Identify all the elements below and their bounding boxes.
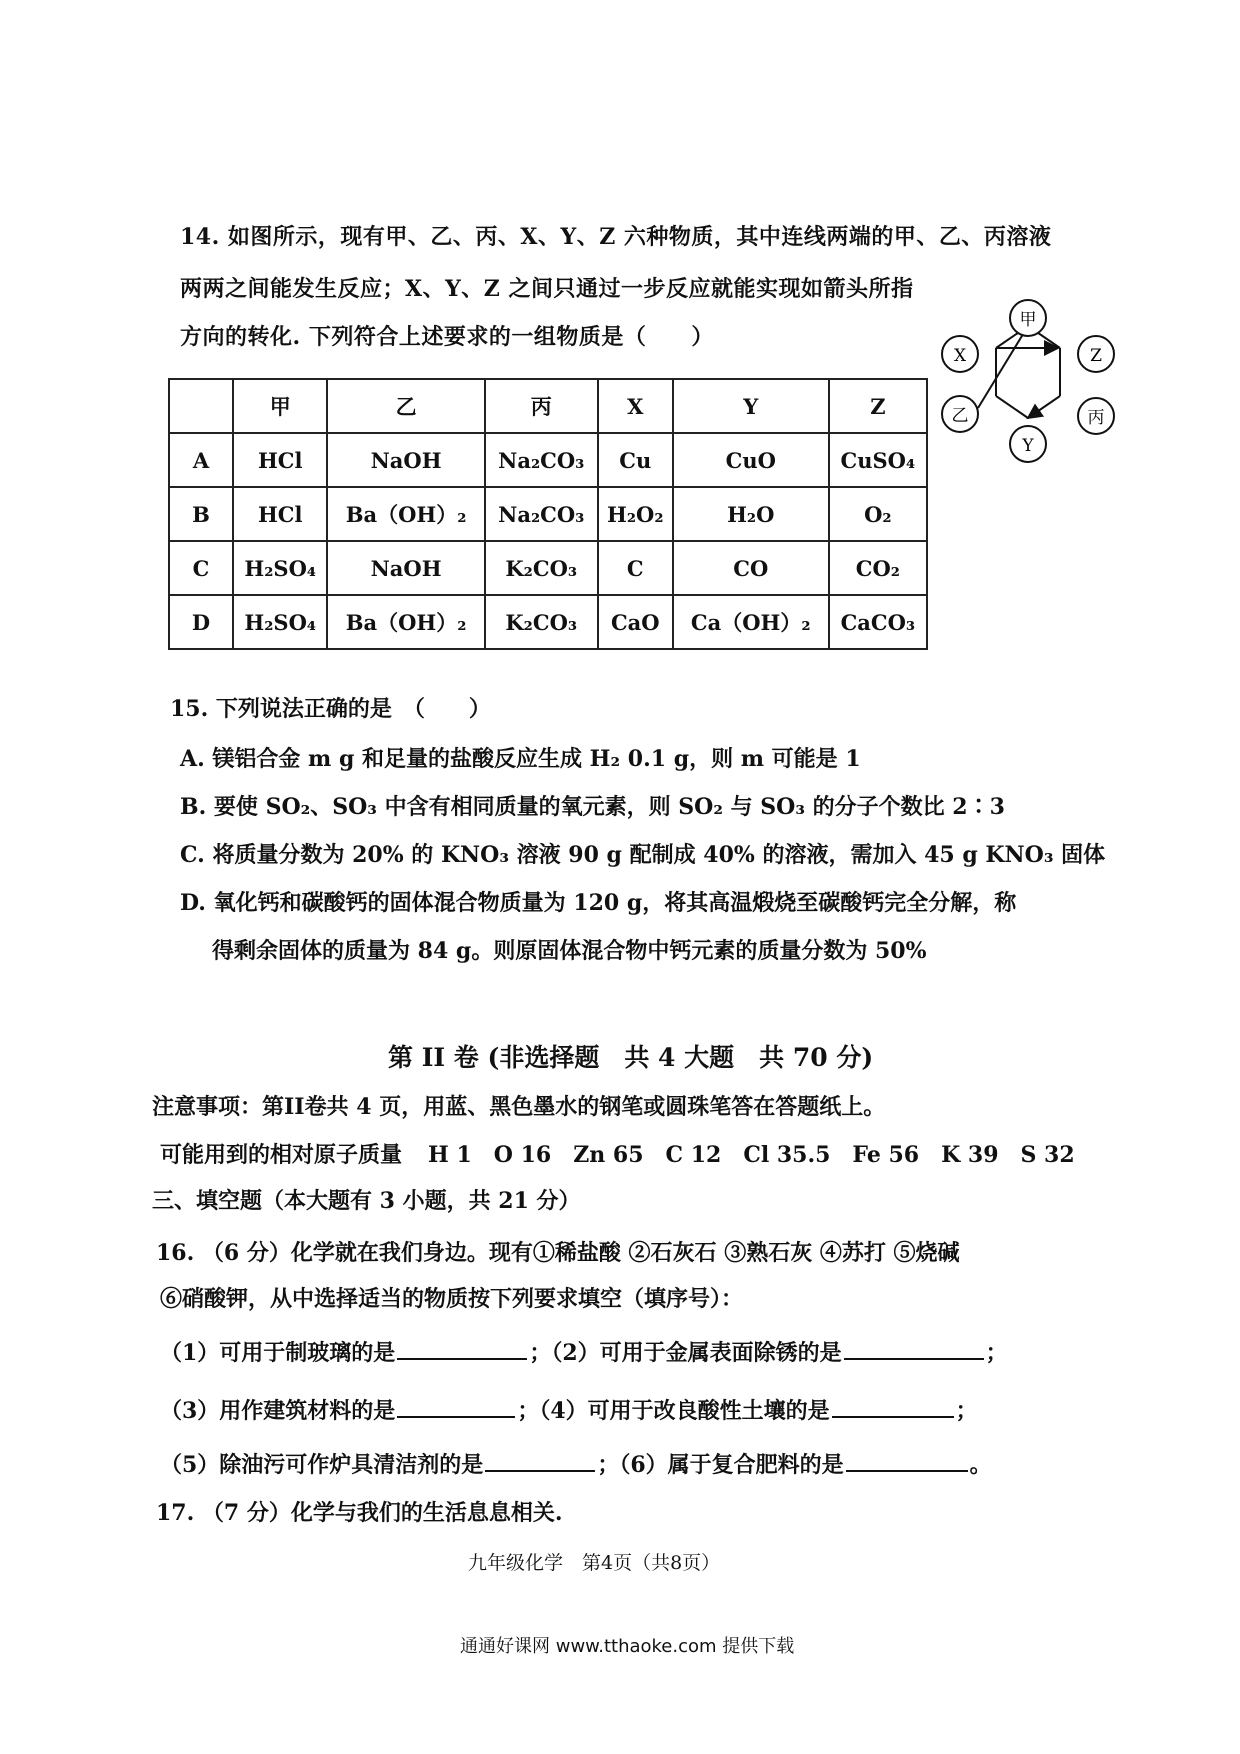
part2-title: 第 II 卷 (非选择题 共 4 大题 共 70 分) bbox=[388, 1043, 874, 1072]
q16-item1-label: （1）可用于制玻璃的是 bbox=[160, 1340, 396, 1366]
options-table bbox=[168, 378, 928, 650]
table-cell: Na₂CO₃ bbox=[485, 487, 598, 541]
atomic-mass-line bbox=[160, 1140, 1075, 1170]
node-bing bbox=[1078, 398, 1114, 434]
table-cell: Cu bbox=[598, 433, 673, 487]
answer-blank-1[interactable] bbox=[397, 1336, 527, 1360]
node-y bbox=[1010, 426, 1046, 462]
table-cell: Na₂CO₃ bbox=[485, 433, 598, 487]
reaction-diagram bbox=[938, 296, 1138, 476]
table-row bbox=[169, 595, 927, 649]
svg-text:Y: Y bbox=[1022, 436, 1034, 456]
table-cell: CO bbox=[673, 541, 829, 595]
table-cell: CuO bbox=[673, 433, 829, 487]
node-jia bbox=[1010, 300, 1046, 336]
q15-option-b: B. 要使 SO₂、SO₃ 中含有相同质量的氧元素，则 SO₂ 与 SO₃ 的分子个数比 2∶3 bbox=[180, 794, 1005, 820]
answer-blank-2[interactable] bbox=[844, 1336, 984, 1360]
table-row bbox=[169, 433, 927, 487]
q15-stem: 15. 下列说法正确的是 （ ） bbox=[170, 696, 491, 722]
q16-line2: ⑥硝酸钾，从中选择适当的物质按下列要求填空（填序号）： bbox=[160, 1286, 744, 1312]
table-cell: HCl bbox=[233, 433, 327, 487]
q16-item6-label: ；（6）属于复合肥料的是 bbox=[597, 1452, 844, 1478]
q16-item2-label: ；（2）可用于金属表面除锈的是 bbox=[529, 1340, 842, 1366]
semicolon: ； bbox=[955, 1398, 978, 1424]
period: 。 bbox=[969, 1452, 992, 1478]
table-cell: CaO bbox=[598, 595, 673, 649]
table-cell: CuSO₄ bbox=[829, 433, 927, 487]
page-footer: 九年级化学 第4页（共8页） bbox=[468, 1552, 721, 1574]
table-cell: H₂O₂ bbox=[598, 487, 673, 541]
q15-option-a: A. 镁铝合金 m g 和足量的盐酸反应生成 H₂ 0.1 g，则 m 可能是 1 bbox=[180, 746, 861, 772]
table-header-row bbox=[169, 379, 927, 433]
table-cell: B bbox=[169, 487, 233, 541]
table-header-cell: 甲 bbox=[233, 379, 327, 433]
q16-item-row1 bbox=[160, 1336, 1008, 1368]
q17-line1: 17. （7 分）化学与我们的生活息息相关. bbox=[156, 1500, 563, 1526]
q16-item-row3 bbox=[160, 1448, 992, 1480]
q16-item4-label: ；（4）可用于改良酸性土壤的是 bbox=[517, 1398, 830, 1424]
table-cell: H₂SO₄ bbox=[233, 595, 327, 649]
node-yi bbox=[942, 396, 978, 432]
table-cell: HCl bbox=[233, 487, 327, 541]
answer-blank-3[interactable] bbox=[397, 1394, 515, 1418]
table-header-cell: Y bbox=[673, 379, 829, 433]
table-cell: NaOH bbox=[327, 433, 484, 487]
table-cell: CaCO₃ bbox=[829, 595, 927, 649]
answer-blank-5[interactable] bbox=[485, 1448, 595, 1472]
q15-option-d-line1: D. 氧化钙和碳酸钙的固体混合物质量为 120 g，将其高温煅烧至碳酸钙完全分解，称 bbox=[180, 890, 1017, 916]
node-z bbox=[1078, 336, 1114, 372]
table-cell: H₂O bbox=[673, 487, 829, 541]
svg-text:乙: 乙 bbox=[951, 406, 969, 426]
svg-text:Z: Z bbox=[1090, 346, 1102, 366]
table-cell: A bbox=[169, 433, 233, 487]
node-x bbox=[942, 336, 978, 372]
table-cell: K₂CO₃ bbox=[485, 595, 598, 649]
q14-line2: 两两之间能发生反应；X、Y、Z 之间只通过一步反应就能实现如箭头所指 bbox=[180, 276, 914, 302]
svg-text:甲: 甲 bbox=[1019, 310, 1037, 330]
answer-blank-6[interactable] bbox=[846, 1448, 968, 1472]
table-header-cell: 丙 bbox=[485, 379, 598, 433]
table-cell: H₂SO₄ bbox=[233, 541, 327, 595]
table-header-cell: Z bbox=[829, 379, 927, 433]
q15-option-c: C. 将质量分数为 20% 的 KNO₃ 溶液 90 g 配制成 40% 的溶液，需加入 45 g KNO₃ 固体 bbox=[180, 842, 1106, 868]
table-cell: O₂ bbox=[829, 487, 927, 541]
table-row bbox=[169, 541, 927, 595]
site-watermark: 通通好课网 www.tthaoke.com 提供下载 bbox=[460, 1636, 795, 1657]
table-cell: K₂CO₃ bbox=[485, 541, 598, 595]
table-header-cell: X bbox=[598, 379, 673, 433]
q16-item5-label: （5）除油污可作炉具清洁剂的是 bbox=[160, 1452, 484, 1478]
part2-note: 注意事项：第II卷共 4 页，用蓝、黑色墨水的钢笔或圆珠笔答在答题纸上。 bbox=[152, 1094, 886, 1120]
table-cell: C bbox=[169, 541, 233, 595]
q16-line1: 16. （6 分）化学就在我们身边。现有①稀盐酸 ②石灰石 ③熟石灰 ④苏打 ⑤烧碱 bbox=[156, 1240, 960, 1266]
q15-option-d-line2: 得剩余固体的质量为 84 g。则原固体混合物中钙元素的质量分数为 50% bbox=[212, 938, 927, 964]
table-row bbox=[169, 487, 927, 541]
table-cell: NaOH bbox=[327, 541, 484, 595]
table-cell: CO₂ bbox=[829, 541, 927, 595]
section-three-heading: 三、填空题（本大题有 3 小题，共 21 分） bbox=[152, 1188, 581, 1214]
atomic-mass-values: H 1 O 16 Zn 65 C 12 Cl 35.5 Fe 56 K 39 S 32 bbox=[428, 1142, 1075, 1168]
atomic-mass-label: 可能用到的相对原子质量 bbox=[160, 1142, 403, 1168]
table-cell: Ca（OH）₂ bbox=[673, 595, 829, 649]
q14-line3: 方向的转化. 下列符合上述要求的一组物质是（ ） bbox=[180, 324, 714, 350]
table-cell: Ba（OH）₂ bbox=[327, 595, 484, 649]
q16-item-row2 bbox=[160, 1394, 978, 1426]
table-cell: C bbox=[598, 541, 673, 595]
q14-line1: 14. 如图所示，现有甲、乙、丙、X、Y、Z 六种物质，其中连线两端的甲、乙、丙溶液 bbox=[180, 224, 1052, 250]
table-header-cell bbox=[169, 379, 233, 433]
table-cell: D bbox=[169, 595, 233, 649]
answer-blank-4[interactable] bbox=[832, 1394, 954, 1418]
svg-text:丙: 丙 bbox=[1087, 408, 1105, 428]
q16-item3-label: （3）用作建筑材料的是 bbox=[160, 1398, 396, 1424]
semicolon: ； bbox=[985, 1340, 1008, 1366]
svg-text:X: X bbox=[953, 346, 967, 366]
table-header-cell: 乙 bbox=[327, 379, 484, 433]
table-cell: Ba（OH）₂ bbox=[327, 487, 484, 541]
